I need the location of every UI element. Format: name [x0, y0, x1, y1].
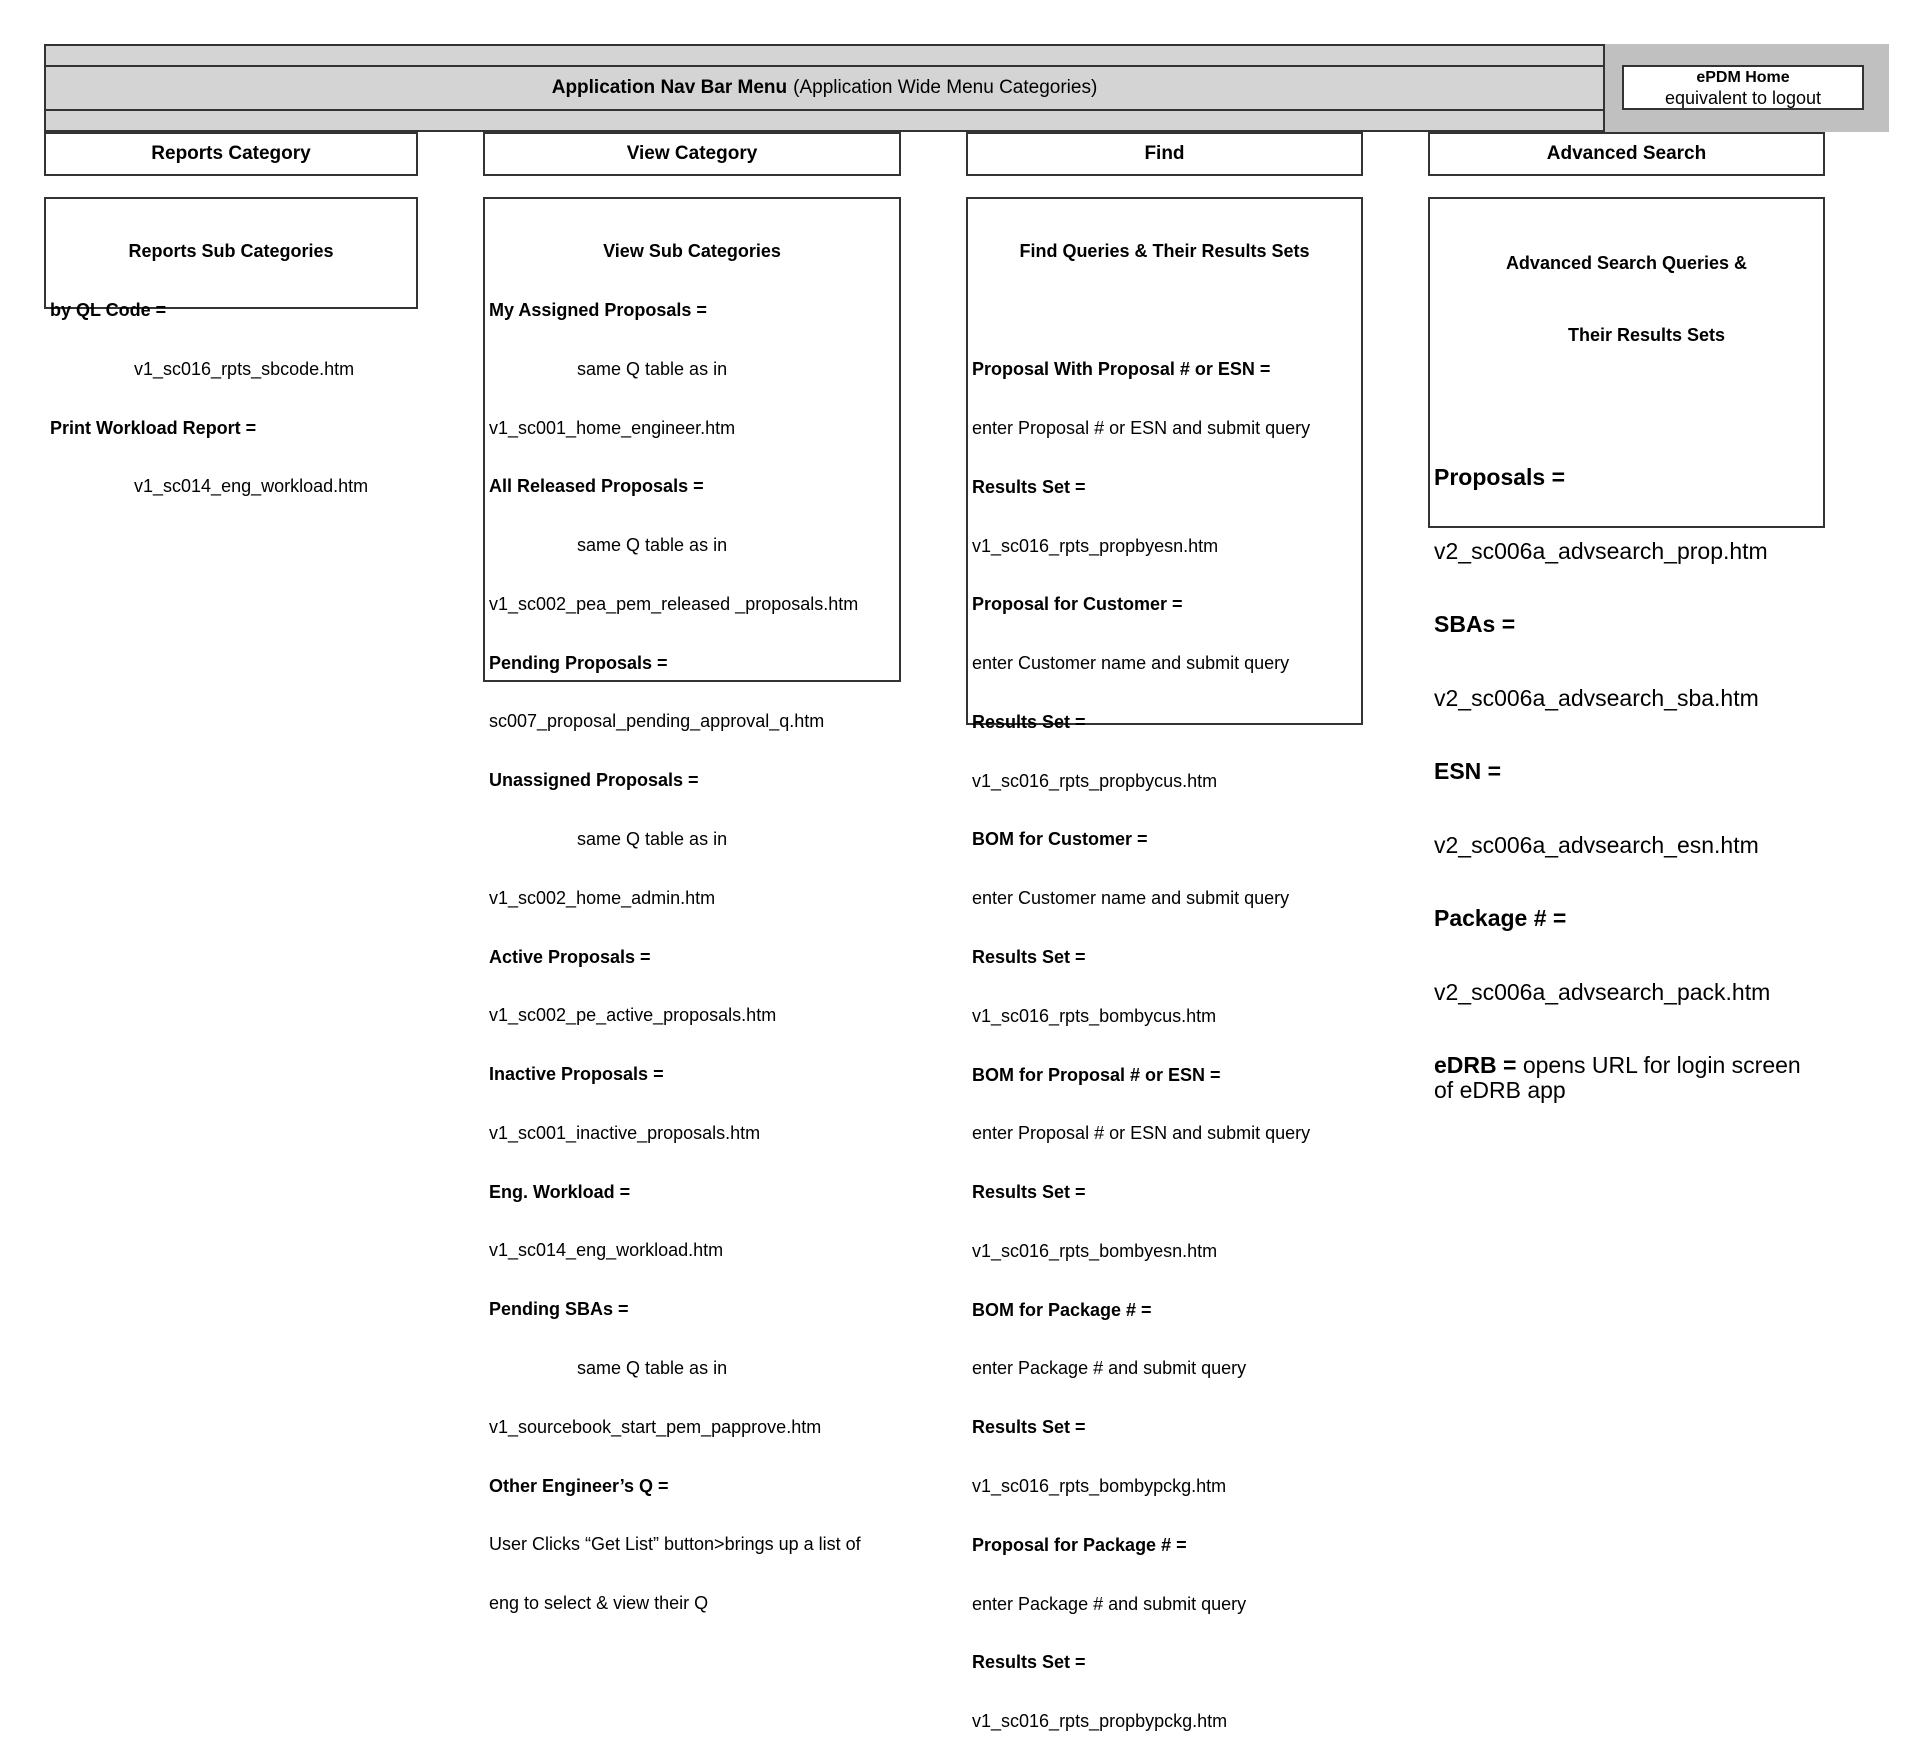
advanced-item-label: ESN = — [1434, 758, 1502, 784]
find-query-action: enter Customer name and submit query — [972, 888, 1290, 909]
view-item-value: sc007_proposal_pending_approval_q.htm — [489, 711, 825, 732]
view-category-label: View Category — [626, 143, 758, 164]
find-query-action: enter Package # and submit query — [972, 1593, 1247, 1614]
reports-category-label: Reports Category — [151, 143, 311, 164]
view-item-value: v1_sc014_eng_workload.htm — [489, 1240, 724, 1261]
find-query-result: v1_sc016_rpts_bombyesn.htm — [972, 1240, 1218, 1261]
report-item-label: Print Workload Report = — [50, 417, 257, 438]
advanced-search-title-line1: Advanced Search Queries & — [1505, 253, 1748, 273]
advanced-search-category[interactable] — [1428, 132, 1825, 176]
spacer — [1434, 396, 1819, 416]
find-query-label: Proposal for Customer = — [972, 594, 1183, 615]
navbar-title: Application Nav Bar Menu — [551, 77, 788, 98]
navbar-bottom-strip — [44, 109, 1605, 132]
spacer — [972, 301, 1357, 321]
find-query-result: v1_sc016_rpts_bombypckg.htm — [972, 1476, 1227, 1496]
view-item-note: same Q table as in — [577, 358, 728, 379]
advanced-item-value: v2_sc006a_advsearch_esn.htm — [1434, 831, 1759, 858]
report-item-value: v1_sc014_eng_workload.htm — [134, 476, 369, 497]
view-item-value: User Clicks “Get List” button>brings up a list of — [489, 1534, 861, 1555]
find-query-action: enter Customer name and submit query — [972, 653, 1290, 674]
advanced-search-category-label: Advanced Search — [1546, 143, 1707, 164]
find-results-label: Results Set = — [972, 1652, 1086, 1673]
advanced-item-label: Package # = — [1434, 905, 1567, 931]
view-item-value: v1_sc002_pe_active_proposals.htm — [489, 1005, 777, 1026]
epdm-home-subtitle: equivalent to logout — [1664, 88, 1822, 108]
advanced-search-title-line2: Their Results Sets — [1567, 325, 1726, 345]
view-item-label: Eng. Workload = — [489, 1181, 631, 1202]
view-item-value: v1_sc002_home_admin.htm — [489, 887, 716, 908]
reports-subcategories-title: Reports Sub Categories — [128, 241, 334, 262]
reports-subcategories-box — [44, 197, 418, 497]
find-category[interactable] — [966, 132, 1363, 176]
view-item-value: v1_sc002_pea_pem_released _proposals.htm — [489, 593, 859, 614]
edrb-label: eDRB = — [1434, 1052, 1517, 1078]
view-item-label: Unassigned Proposals = — [489, 770, 699, 791]
view-item-note: same Q table as in — [577, 1358, 728, 1379]
reports-category[interactable] — [44, 132, 418, 176]
find-results-label: Results Set = — [972, 476, 1086, 497]
view-item-label: Pending SBAs = — [489, 1299, 629, 1320]
advanced-item-label: Proposals = — [1434, 464, 1566, 490]
find-results-label: Results Set = — [972, 711, 1086, 732]
epdm-home-title: ePDM Home — [1696, 69, 1790, 86]
advanced-item-value: v2_sc006a_advsearch_sba.htm — [1434, 684, 1759, 711]
find-query-result: v1_sc016_rpts_propbycus.htm — [972, 770, 1218, 791]
navbar-subtitle: (Application Wide Menu Categories) — [793, 77, 1098, 98]
report-item-label: by QL Code = — [50, 299, 167, 320]
find-query-result: v1_sc016_rpts_propbypckg.htm — [972, 1711, 1228, 1732]
epdm-home-button[interactable] — [1622, 65, 1864, 110]
find-results-label: Results Set = — [972, 1182, 1086, 1203]
application-nav-bar — [44, 65, 1605, 111]
find-results-label: Results Set = — [972, 946, 1086, 967]
view-item-label: Active Proposals = — [489, 946, 651, 967]
find-query-action: enter Package # and submit query — [972, 1358, 1247, 1379]
report-item-value: v1_sc016_rpts_sbcode.htm — [134, 358, 355, 379]
find-query-action: enter Proposal # or ESN and submit query — [972, 1123, 1311, 1144]
view-item-label: All Released Proposals = — [489, 476, 704, 497]
advanced-search-box — [1428, 197, 1825, 1103]
edrb-line — [1434, 1053, 1819, 1102]
view-item-label: My Assigned Proposals = — [489, 299, 707, 320]
view-item-value: v1_sc001_home_engineer.htm — [489, 417, 736, 438]
view-item-value: v1_sourcebook_start_pem_papprove.htm — [489, 1416, 822, 1437]
find-queries-box — [966, 197, 1363, 1732]
find-query-result: v1_sc016_rpts_propbyesn.htm — [972, 535, 1219, 556]
find-query-action: enter Proposal # or ESN and submit query — [972, 417, 1311, 438]
find-query-label: BOM for Customer = — [972, 829, 1148, 850]
find-query-label: Proposal for Package # = — [972, 1534, 1187, 1555]
view-category[interactable] — [483, 132, 901, 176]
view-item-label: Other Engineer’s Q = — [489, 1475, 669, 1496]
view-item-note: same Q table as in — [577, 829, 728, 849]
advanced-item-value: v2_sc006a_advsearch_pack.htm — [1434, 978, 1771, 1005]
find-query-label: Proposal With Proposal # or ESN = — [972, 359, 1271, 380]
view-item-label: Pending Proposals = — [489, 652, 668, 673]
edrb-text: opens URL for login screen of eDRB app — [1434, 1052, 1808, 1103]
find-query-result: v1_sc016_rpts_bombycus.htm — [972, 1005, 1217, 1026]
find-queries-title: Find Queries & Their Results Sets — [1019, 241, 1310, 262]
find-category-label: Find — [1144, 143, 1185, 164]
find-results-label: Results Set = — [972, 1417, 1086, 1438]
find-query-label: BOM for Package # = — [972, 1299, 1152, 1320]
find-query-label: BOM for Proposal # or ESN = — [972, 1064, 1221, 1085]
view-item-label: Inactive Proposals = — [489, 1064, 664, 1085]
view-item-value-continued: eng to select & view their Q — [489, 1593, 709, 1614]
view-item-note: same Q table as in — [577, 535, 728, 556]
view-subcategories-box — [483, 197, 901, 1614]
view-item-value: v1_sc001_inactive_proposals.htm — [489, 1122, 761, 1143]
advanced-item-value: v2_sc006a_advsearch_prop.htm — [1434, 537, 1768, 564]
navbar-top-strip — [44, 44, 1605, 67]
view-subcategories-title: View Sub Categories — [603, 241, 781, 262]
advanced-item-label: SBAs = — [1434, 611, 1516, 637]
